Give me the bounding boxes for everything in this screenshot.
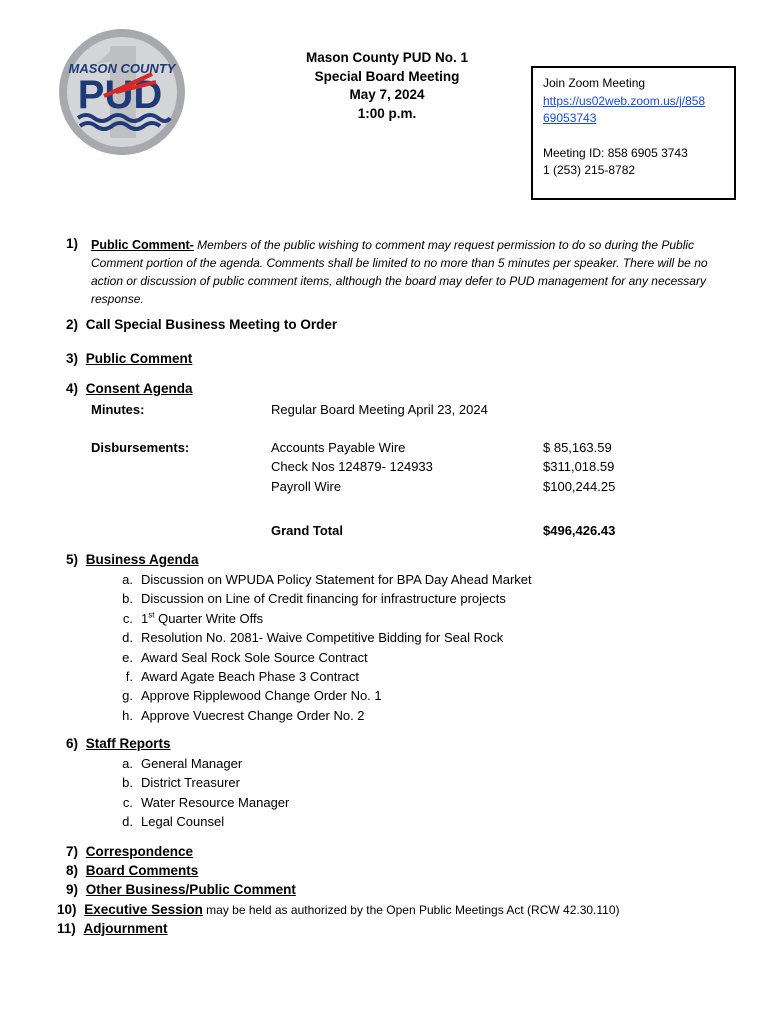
agenda-item-call-to-order: 2) Call Special Business Meeting to Order [66, 317, 338, 332]
meeting-date: May 7, 2024 [349, 87, 425, 102]
zoom-link[interactable]: https://us02web.zoom.us/j/858 69053743 [543, 93, 706, 125]
list-item: b. District Treasurer [122, 775, 240, 791]
list-item: g. Approve Ripplewood Change Order No. 1 [122, 688, 382, 704]
item-number: 1) [66, 236, 79, 251]
list-item: c. Water Resource Manager [122, 794, 290, 810]
item-title: Board Comments [85, 863, 199, 878]
mason-county-pud-logo [56, 26, 188, 158]
meeting-header [262, 49, 512, 123]
agenda-item-public-comment-intro [91, 236, 731, 308]
item-title: Adjournment [83, 921, 168, 936]
minutes-label: Minutes: [91, 402, 145, 417]
phone-number: 1 (253) 215-8782 [543, 163, 636, 177]
agenda-item-business-agenda: 5) Business Agenda [66, 552, 199, 567]
grand-total-label: Grand Total [271, 523, 343, 538]
agenda-item-other-business: 9) Other Business/Public Comment [66, 882, 296, 897]
meeting-id: Meeting ID: 858 6905 3743 [543, 145, 688, 160]
executive-session-text: may be held as authorized by the Open Public Meetings Act (RCW 42.30.110) [202, 903, 620, 917]
disbursement-desc: Payroll Wire [271, 479, 342, 494]
agenda-item-board-comments: 8) Board Comments [66, 863, 199, 878]
zoom-info-box [531, 66, 736, 200]
list-item: a. Discussion on WPUDA Policy Statement for BPA Day Ahead Market [122, 572, 532, 587]
item-title: Public Comment- [91, 238, 194, 252]
meeting-time: 1:00 p.m. [357, 105, 417, 121]
meeting-type: Special Board Meeting [314, 68, 460, 84]
list-item: a. General Manager [122, 756, 243, 771]
agenda-item-adjournment: 11) Adjournment [57, 921, 168, 936]
logo-text-main: PUD [77, 73, 163, 117]
list-item: c. 1st Quarter Write Offs [122, 610, 264, 626]
agenda-item-correspondence: 7) Correspondence [66, 844, 194, 859]
list-item: e. Award Seal Rock Sole Source Contract [122, 649, 368, 665]
logo-text-top: MASON COUNTY [68, 61, 176, 76]
disbursement-desc: Accounts Payable Wire [271, 440, 406, 455]
disbursement-desc: Check Nos 124879- 124933 [271, 459, 433, 474]
list-item: d. Resolution No. 2081- Waive Competitive Bidding for Seal Rock [122, 630, 504, 646]
staff-reports-list [110, 754, 289, 832]
item-title: Consent Agenda [85, 381, 193, 396]
item-title: Other Business/Public Comment [85, 882, 296, 897]
item-title: Business Agenda [85, 552, 199, 567]
public-comment-text: Members of the public wishing to comment may request permission to do so during the Public Comment portion of the agenda. Comments shall be limited to no more than 5 minutes per speaker. There will be no action or discussion of public comment items, although the board may defer to PUD management for any necessary response. [91, 238, 708, 306]
item-title: Public Comment [85, 351, 193, 366]
agenda-item-executive-session: 10) Executive Session may be held as authorized by the Open Public Meetings Act (RCW 42.30.110) [57, 902, 620, 917]
disbursement-amount: $ 85,163.59 [543, 440, 612, 455]
list-item: f. Award Agate Beach Phase 3 Contract [125, 669, 360, 685]
item-title: Executive Session [84, 902, 203, 917]
agenda-item-staff-reports: 6) Staff Reports [66, 736, 171, 751]
item-title: Correspondence [85, 844, 194, 859]
org-name: Mason County PUD No. 1 [305, 50, 468, 65]
list-item: d. Legal Counsel [122, 814, 225, 830]
minutes-value: Regular Board Meeting April 23, 2024 [271, 402, 488, 417]
grand-total-value: $496,426.43 [543, 523, 616, 538]
list-item: b. Discussion on Line of Credit financing for infrastructure projects [122, 591, 506, 607]
disbursements-label: Disbursements: [91, 440, 190, 455]
disbursement-amount: $100,244.25 [543, 479, 616, 494]
agenda-item-consent-agenda: 4) Consent Agenda [66, 381, 193, 396]
list-item: h. Approve Vuecrest Change Order No. 2 [122, 707, 365, 723]
disbursement-amount: $311,018.59 [543, 459, 615, 474]
join-zoom-label: Join Zoom Meeting [543, 76, 646, 90]
agenda-item-public-comment: 3) Public Comment [66, 351, 193, 366]
business-agenda-list [110, 570, 532, 725]
item-title: Staff Reports [85, 736, 171, 751]
item-title: Call Special Business Meeting to Order [85, 317, 338, 332]
